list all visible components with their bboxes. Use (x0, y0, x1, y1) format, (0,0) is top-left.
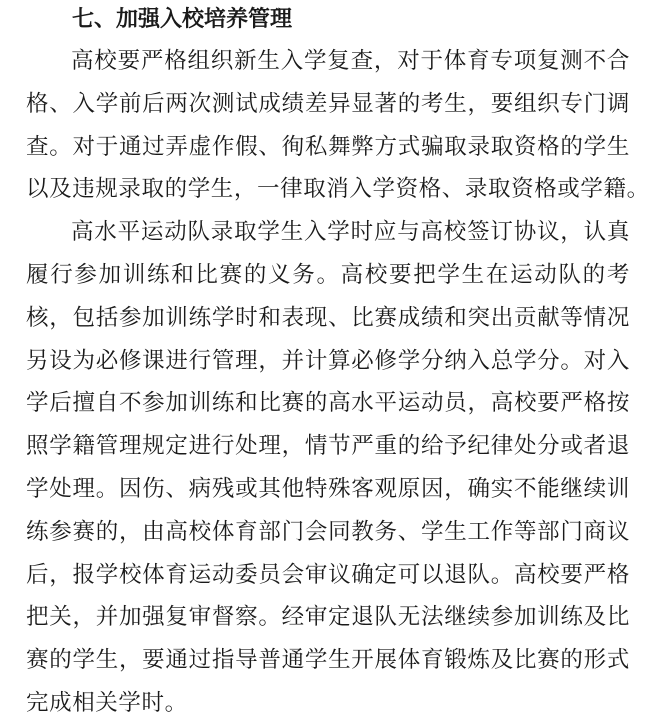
paragraph-line: 另设为必修课进行管理，并计算必修学分纳入总学分。对入 (26, 347, 630, 374)
paragraph-line: 高水平运动队录取学生入学时应与高校签订协议，认真 (71, 219, 630, 246)
paragraph-line: 学后擅自不参加训练和比赛的高水平运动员，高校要严格按 (26, 390, 630, 417)
paragraph-line: 后，报学校体育运动委员会审议确定可以退队。高校要严格 (26, 561, 630, 588)
paragraph-line: 高校要严格组织新生入学复查，对于体育专项复测不合 (71, 48, 630, 74)
paragraph-line: 履行参加训练和比赛的义务。高校要把学生在运动队的考 (26, 261, 630, 288)
paragraph-line: 核，包括参加训练学时和表现、比赛成绩和突出贡献等情况 (26, 304, 630, 331)
paragraph-line: 查。对于通过弄虚作假、徇私舞弊方式骗取录取资格的学生 (26, 133, 630, 160)
paragraph-line: 照学籍管理规定进行处理，情节严重的给予纪律处分或者退 (26, 433, 630, 460)
paragraph-admission-recheck (26, 40, 650, 211)
paragraph-line: 学处理。因伤、病残或其他特殊客观原因，确实不能继续训 (26, 475, 630, 502)
paragraph-line: 把关，并加强复审督察。经审定退队无法继续参加训练及比 (26, 604, 630, 631)
paragraph-line: 赛的学生，要通过指导普通学生开展体育锻炼及比赛的形式 (26, 647, 630, 674)
paragraph-line: 以及违规录取的学生，一律取消入学资格、录取资格或学籍。 (26, 176, 650, 203)
paragraph-line: 练参赛的，由高校体育部门会同教务、学生工作等部门商议 (26, 518, 630, 545)
paragraph-team-management (26, 211, 630, 725)
section-heading: 七、加强入校培养管理 (72, 7, 293, 32)
paragraph-line: 完成相关学时。 (26, 689, 188, 716)
paragraph-line: 格、入学前后两次测试成绩差异显著的考生，要组织专门调 (26, 90, 630, 117)
document-body (26, 0, 650, 725)
